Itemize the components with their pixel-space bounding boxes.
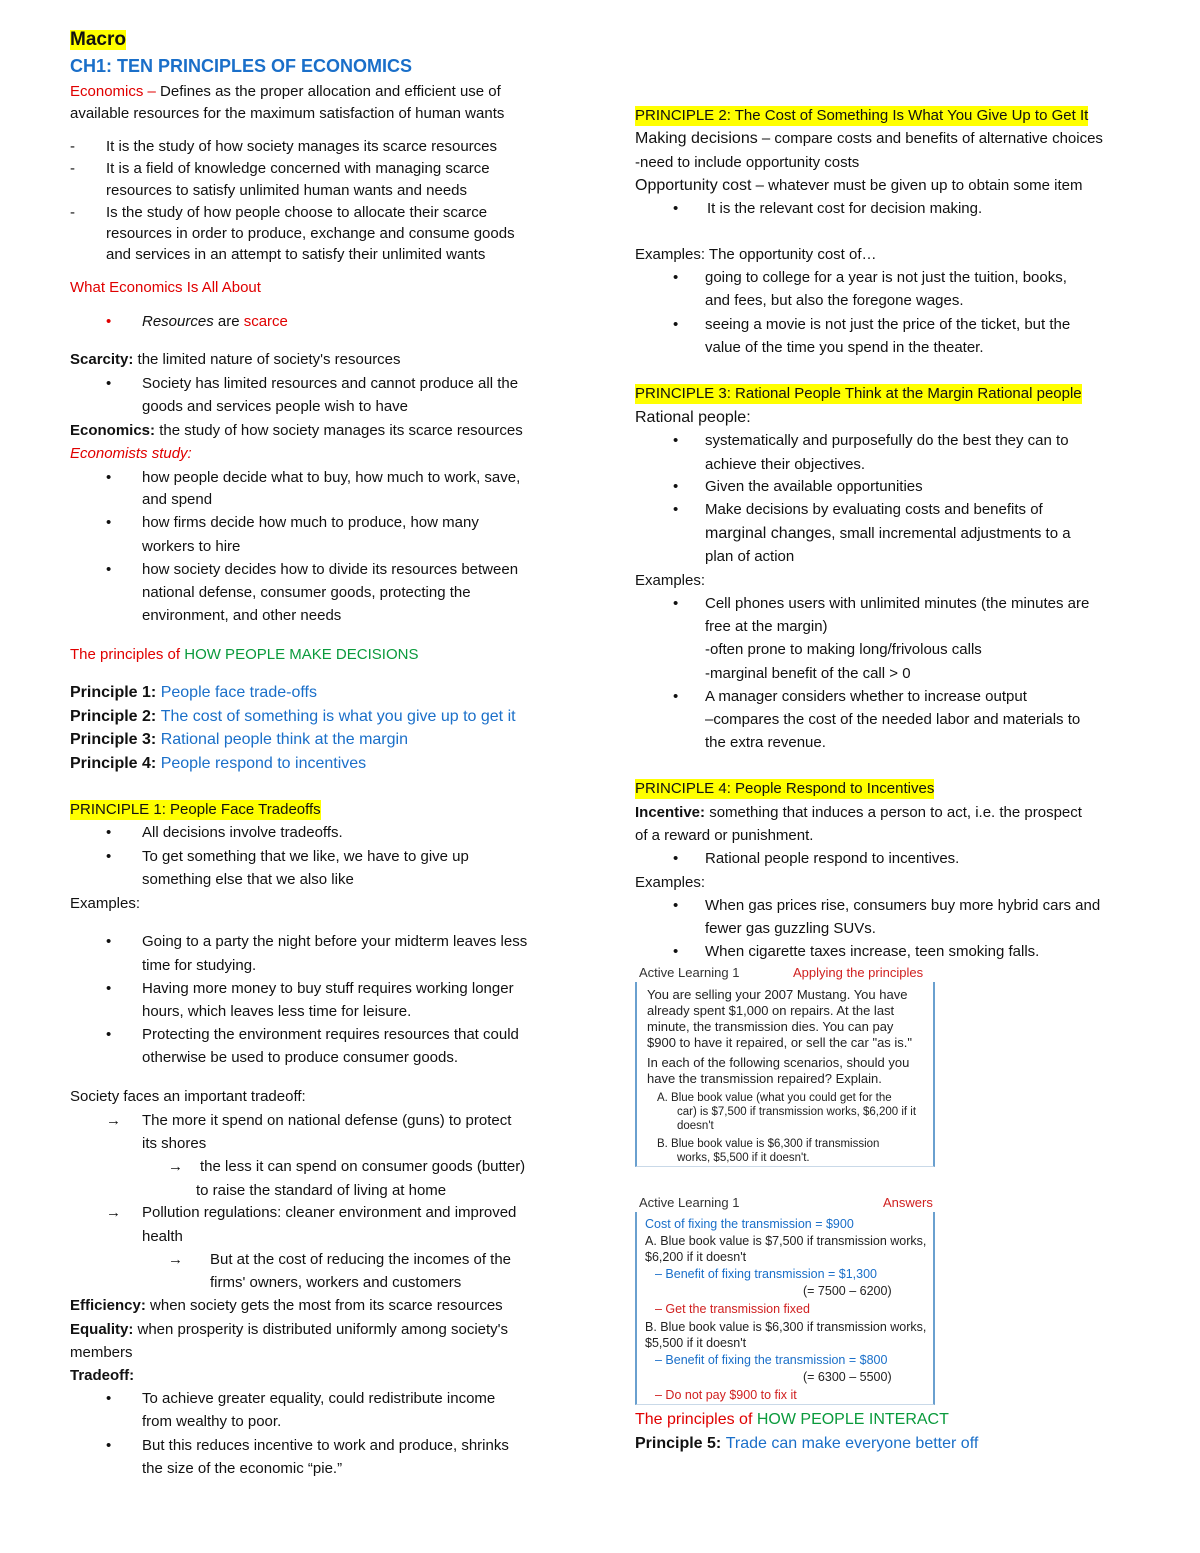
list-item: Society has limited resources and cannot produce all the (142, 375, 519, 392)
principle-1-summary: Principle 1: People face trade-offs (70, 684, 317, 701)
economics-definition-cont: available resources for the maximum satisfaction of human wants (70, 105, 505, 122)
bullet-icon: • (106, 375, 112, 392)
bullet-icon: • (106, 980, 112, 997)
examples-label: Examples: (635, 572, 706, 589)
scenario-b-line: works, $5,500 if it doesn't. (677, 1152, 810, 1164)
examples-label: Examples: (635, 874, 706, 891)
bullet-icon: • (673, 943, 679, 960)
resources-scarce: Resources are scarce (142, 313, 288, 330)
principles-decisions-heading: The principles of HOW PEOPLE MAKE DECISIONS (70, 646, 419, 663)
efficiency-definition: Efficiency: when society gets the most from its scarce resources (70, 1297, 503, 1314)
answer-line: $5,500 if it doesn't (645, 1336, 747, 1350)
list-item: But this reduces incentive to work and produce, shrinks (142, 1437, 509, 1454)
list-item: It is the study of how society manages its scarce resources (106, 138, 498, 155)
making-decisions-note: -need to include opportunity costs (635, 154, 860, 171)
principle-5-summary: Principle 5: Trade can make everyone better off (635, 1435, 979, 1452)
bullet-icon: • (106, 469, 112, 486)
list-item: to raise the standard of living at home (196, 1182, 447, 1199)
principle-4-heading: PRINCIPLE 4: People Respond to Incentives (635, 780, 935, 797)
list-item: All decisions involve tradeoffs. (142, 824, 343, 841)
incentive-definition-cont: of a reward or punishment. (635, 827, 814, 844)
question-line: have the transmission repaired? Explain. (647, 1071, 882, 1086)
list-item: To get something that we like, we have to give up (142, 848, 469, 865)
list-item: how firms decide how much to produce, how many (142, 514, 479, 531)
tradeoff-label: Tradeoff: (70, 1367, 135, 1384)
active-learning-subtitle: Applying the principles (793, 965, 924, 980)
answers-title: Active Learning 1 (639, 1195, 740, 1210)
question-line: You are selling your 2007 Mustang. You have (647, 987, 908, 1002)
answer-line: B. Blue book value is $6,300 if transmission works, (645, 1320, 927, 1334)
bullet-icon: • (673, 478, 679, 495)
bullet-icon: • (673, 897, 679, 914)
bullet-icon: • (106, 848, 112, 865)
dash-marker: - (70, 204, 75, 221)
list-item: the size of the economic “pie.” (142, 1460, 343, 1477)
list-item: health (142, 1228, 183, 1245)
principle-2-summary: Principle 2: The cost of something is what you give up to get it (70, 708, 516, 725)
principle-3-summary: Principle 3: Rational people think at the margin (70, 731, 408, 748)
bullet-icon: • (673, 501, 679, 518)
arrow-icon: → (106, 1112, 121, 1129)
list-item: and fees, but also the foregone wages. (705, 292, 964, 309)
list-item: something else that we also like (142, 871, 354, 888)
question-line: In each of the following scenarios, should you (647, 1055, 910, 1070)
list-item: its shores (142, 1135, 207, 1152)
list-item: It is a field of knowledge concerned with managing scarce (106, 160, 490, 177)
answer-line: (= 6300 – 5500) (803, 1370, 892, 1384)
question-line: minute, the transmission dies. You can pay (647, 1019, 894, 1034)
dash-marker: - (70, 138, 75, 155)
opportunity-cost-definition: Opportunity cost – whatever must be given up to obtain some item (635, 177, 1083, 194)
scarcity-definition: Scarcity: the limited nature of society's resources (70, 351, 401, 368)
list-item: going to college for a year is not just the tuition, books, (705, 269, 1067, 286)
answer-line: (= 7500 – 6200) (803, 1284, 892, 1298)
bullet-icon: • (106, 824, 112, 841)
list-item: To achieve greater equality, could redistribute income (142, 1390, 496, 1407)
list-item: achieve their objectives. (705, 456, 866, 473)
equality-definition-cont: members (70, 1344, 133, 1361)
list-item: goods and services people wish to have (142, 398, 409, 415)
list-item: resources in order to produce, exchange and consume goods (106, 225, 515, 242)
course-title: Macro (70, 29, 126, 50)
economics-study-definition: Economics: the study of how society manages its scarce resources (70, 422, 523, 439)
list-item: and spend (142, 491, 213, 508)
bullet-icon: • (673, 432, 679, 449)
list-item: It is the relevant cost for decision making. (707, 200, 983, 217)
list-item: fewer gas guzzling SUVs. (705, 920, 876, 937)
list-item: Given the available opportunities (705, 478, 923, 495)
scenario-b-line: B. Blue book value is $6,300 if transmission (657, 1138, 880, 1150)
answer-line: – Get the transmission fixed (655, 1302, 810, 1316)
list-item: Having more money to buy stuff requires working longer (142, 980, 514, 997)
making-decisions-definition: Making decisions – compare costs and benefits of alternative choices (635, 130, 1103, 147)
list-item: time for studying. (142, 957, 257, 974)
list-item: –compares the cost of the needed labor and materials to (705, 711, 1081, 728)
section-heading: What Economics Is All About (70, 279, 261, 296)
examples-label: Examples: The opportunity cost of… (635, 246, 877, 263)
list-item: Rational people respond to incentives. (705, 850, 960, 867)
list-item: how people decide what to buy, how much to work, save, (142, 469, 521, 486)
list-item: Is the study of how people choose to allocate their scarce (106, 204, 488, 221)
arrow-icon: → (168, 1158, 183, 1175)
list-item: environment, and other needs (142, 607, 342, 624)
chapter-title: CH1: TEN PRINCIPLES OF ECONOMICS (70, 56, 413, 76)
list-item: free at the margin) (705, 618, 828, 635)
list-item: the extra revenue. (705, 734, 826, 751)
bullet-icon: • (106, 1437, 112, 1454)
answer-line: – Do not pay $900 to fix it (655, 1388, 797, 1402)
list-item: The more it spend on national defense (guns) to protect (142, 1112, 512, 1129)
incentive-definition: Incentive: something that induces a person to act, i.e. the prospect (635, 804, 1082, 821)
bullet-icon: • (673, 688, 679, 705)
question-line: already spent $1,000 on repairs. At the last (647, 1003, 895, 1018)
list-item: firms' owners, workers and customers (210, 1274, 462, 1291)
list-item: hours, which leaves less time for leisure. (142, 1003, 412, 1020)
bullet-icon: • (106, 1026, 112, 1043)
bullet-icon: • (673, 850, 679, 867)
list-item: marginal changes, small incremental adjustments to a (705, 525, 1071, 542)
list-item: When cigarette taxes increase, teen smoking falls. (705, 943, 1040, 960)
bullet-icon: • (673, 269, 679, 286)
principle-1-heading: PRINCIPLE 1: People Face Tradeoffs (70, 801, 321, 818)
list-item: how society decides how to divide its resources between (142, 561, 519, 578)
list-item: A manager considers whether to increase output (705, 688, 1027, 705)
list-item: otherwise be used to produce consumer goods. (142, 1049, 459, 1066)
bullet-icon: • (673, 200, 679, 217)
list-item: seeing a movie is not just the price of the ticket, but the (705, 316, 1071, 333)
list-item: But at the cost of reducing the incomes of the (210, 1251, 512, 1268)
list-item: national defense, consumer goods, protecting the (142, 584, 471, 601)
list-item: value of the time you spend in the theater. (705, 339, 984, 356)
list-item: -often prone to making long/frivolous calls (705, 641, 982, 658)
society-tradeoff-label: Society faces an important tradeoff: (70, 1088, 306, 1105)
principles-interact-heading: The principles of HOW PEOPLE INTERACT (635, 1411, 949, 1428)
list-item: -marginal benefit of the call > 0 (705, 665, 911, 682)
list-item: Going to a party the night before your midterm leaves less (142, 933, 528, 950)
list-item: workers to hire (142, 538, 241, 555)
arrow-icon: → (106, 1204, 121, 1221)
equality-definition: Equality: when prosperity is distributed uniformly among society's (70, 1321, 509, 1338)
list-item: Cell phones users with unlimited minutes (the minutes are (705, 595, 1090, 612)
economists-study-label: Economists study: (70, 445, 192, 462)
list-item: Pollution regulations: cleaner environment and improved (142, 1204, 517, 1221)
answer-line: – Benefit of fixing the transmission = $800 (655, 1353, 888, 1367)
list-item: systematically and purposefully do the best they can to (705, 432, 1069, 449)
list-item: plan of action (705, 548, 795, 565)
list-item: from wealthy to poor. (142, 1413, 282, 1430)
answer-line: – Benefit of fixing transmission = $1,300 (655, 1267, 878, 1281)
list-item: resources to satisfy unlimited human wants and needs (106, 182, 468, 199)
scenario-a-line: car) is $7,500 if transmission works, $6,200 if it (677, 1106, 917, 1118)
answers-subtitle: Answers (883, 1195, 933, 1210)
bullet-icon: • (673, 316, 679, 333)
bullet-icon: • (673, 595, 679, 612)
list-item: Protecting the environment requires resources that could (142, 1026, 519, 1043)
scenario-a-line: doesn't (677, 1120, 714, 1132)
examples-label: Examples: (70, 895, 141, 912)
bullet-icon: • (106, 313, 112, 330)
bullet-icon: • (106, 1390, 112, 1407)
answer-line: $6,200 if it doesn't (645, 1250, 747, 1264)
active-learning-title: Active Learning 1 (639, 965, 740, 980)
answer-line: Cost of fixing the transmission = $900 (645, 1217, 854, 1231)
principle-2-heading: PRINCIPLE 2: The Cost of Something Is What You Give Up to Get It (635, 107, 1089, 124)
rational-people-label: Rational people: (635, 409, 751, 426)
bullet-icon: • (106, 933, 112, 950)
principle-3-heading: PRINCIPLE 3: Rational People Think at the Margin Rational people (635, 385, 1082, 402)
dash-marker: - (70, 160, 75, 177)
question-line: $900 to have it repaired, or sell the car "as is." (647, 1035, 913, 1050)
list-item: When gas prices rise, consumers buy more hybrid cars and (705, 897, 1101, 914)
economics-definition: Economics – Defines as the proper allocation and efficient use of (70, 83, 501, 100)
bullet-icon: • (106, 561, 112, 578)
bullet-icon: • (106, 514, 112, 531)
arrow-icon: → (168, 1251, 183, 1268)
scenario-a-line: A. Blue book value (what you could get for the (657, 1092, 892, 1104)
list-item: and services in an attempt to satisfy their unlimited wants (106, 246, 486, 263)
list-item: Make decisions by evaluating costs and benefits of (705, 501, 1043, 518)
principle-4-summary: Principle 4: People respond to incentives (70, 755, 367, 772)
list-item: the less it can spend on consumer goods (butter) (200, 1158, 526, 1175)
answer-line: A. Blue book value is $7,500 if transmission works, (645, 1234, 927, 1248)
